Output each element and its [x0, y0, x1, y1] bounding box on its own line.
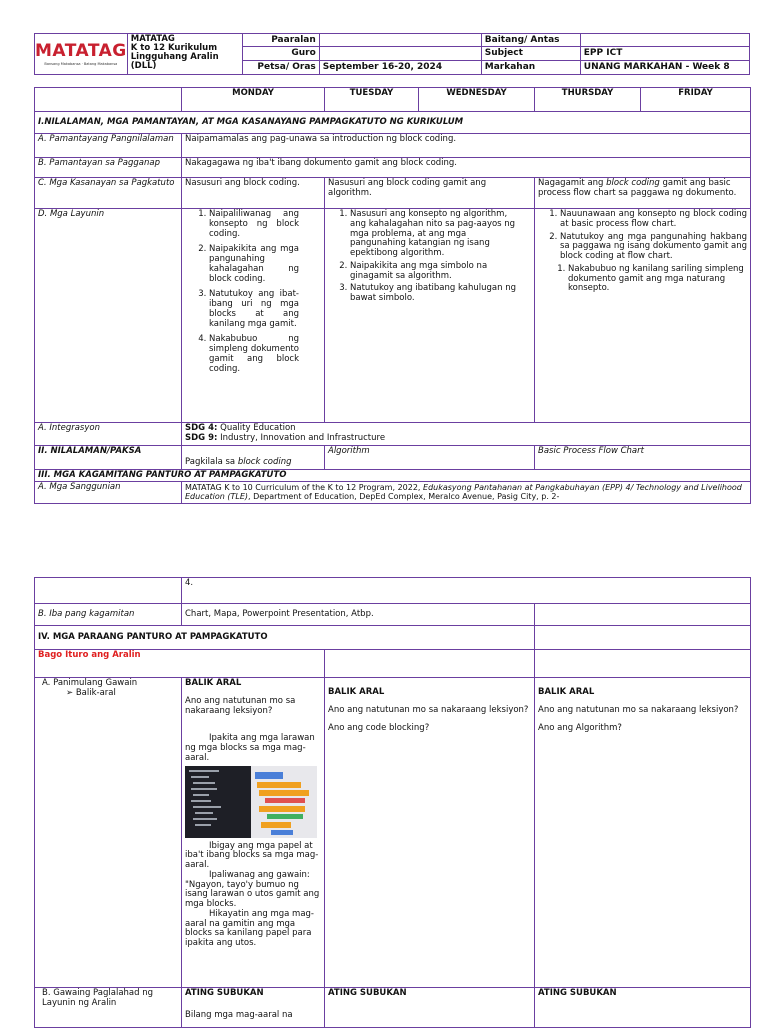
- list-item: 2. Naipakikita ang mga simbolo na ginagamit sa algorithm.: [350, 262, 523, 282]
- day-wednesday: WEDNESDAY: [419, 88, 535, 112]
- paglalahad-label: B. Gawaing Paglalahad ng Layunin ng Aralin: [35, 988, 182, 1028]
- block-coding-image: [185, 766, 317, 838]
- petsa-label: Petsa/ Oras: [242, 60, 319, 74]
- list-item: 2. Natutukoy ang mga pangunahing hakbang sa paggawa ng isang dokumento gamit ang block coding at flow chart.: [560, 233, 747, 262]
- paksa-tuesday: Algorithm: [325, 445, 535, 469]
- markahan-label: Markahan: [481, 60, 580, 74]
- bago-ituro-heading: Bago Ituro ang Aralin: [35, 650, 325, 678]
- header-table: [34, 33, 750, 75]
- sanggunian-continued: 4.: [182, 578, 751, 604]
- guro-value: [319, 47, 481, 60]
- layunin-monday: [182, 209, 325, 423]
- sanggunian-text: MATATAG K to 10 Curriculum of the K to 12 Program, 2022, Edukasyong Pantahanan at Pangkabuhayan (EPP) 4/ Technology and Livelihood Education (TLE), Department of Education, DepEd Complex, Meralco Avenue, Pasig City, p. 2-: [182, 482, 751, 504]
- day-monday: MONDAY: [182, 88, 325, 112]
- section-3-title: III. MGA KAGAMITANG PANTURO AT PAMPAGKATUTO: [35, 469, 751, 482]
- list-item: 3. Natutukoy ang ibat-ibang uri ng mga blocks at ang kanilang mga gamit.: [209, 290, 299, 329]
- pamantayang-label: A. Pamantayang Pangnilalaman: [35, 134, 182, 158]
- subject-label: Subject: [481, 47, 580, 60]
- dll-main-table: [34, 87, 751, 504]
- list-item: 3. Natutukoy ang ibatibang kahulugan ng bawat simbolo.: [350, 284, 523, 304]
- kasanayan-monday: Nasusuri ang block coding.: [182, 178, 325, 209]
- baitang-value: [580, 34, 749, 47]
- kasanayan-tuesday: Nasusuri ang block coding gamit ang algorithm.: [325, 178, 535, 209]
- program-cell: MATATAG K to 12 Kurikulum Lingguhang Aralin (DLL): [127, 34, 242, 75]
- layunin-label: D. Mga Layunin: [35, 209, 182, 423]
- panimulang-monday: BALIK ARAL Ano ang natutunan mo sa nakaraang leksiyon? Ipakita ang mga larawan ng mga blocks sa mga mag-aaral. Ibigay ang mga papel at iba't ibang blocks sa mga mag- aaral. Ipaliwanag ang gawain: "Ngayon, tayo'y bumuo ng isang larawan o utos gamit ang mga blocks. Hikayatin ang mga mag-aaral na gamitin ang mga blocks sa kanilang papel para ipakita ang utos.: [182, 678, 325, 988]
- list-item: 2. Naipakikita ang mga pangunahing kahalagahan ng block coding.: [209, 245, 299, 284]
- matatag-logo: MATATAG: [35, 41, 127, 62]
- paksa-thursday: Basic Process Flow Chart: [535, 445, 751, 469]
- petsa-value: September 16-20, 2024: [319, 60, 481, 74]
- list-item: 4. Nakabubuo ng simpleng dokumento gamit ang block coding.: [209, 335, 299, 374]
- layunin-tuesday: [325, 209, 535, 423]
- pagganap-label: B. Pamantayan sa Pagganap: [35, 158, 182, 178]
- paglalahad-tuesday: ATING SUBUKAN: [325, 988, 535, 1028]
- paglalahad-thursday: ATING SUBUKAN: [535, 988, 751, 1028]
- paglalahad-monday: ATING SUBUKAN Bilang mga mag-aaral na: [182, 988, 325, 1028]
- layunin-thursday: [535, 209, 751, 423]
- sanggunian-label: A. Mga Sanggunian: [35, 482, 182, 504]
- section-4-title: IV. MGA PARAANG PANTURO AT PAMPAGKATUTO: [35, 626, 535, 650]
- panimulang-label: A. Panimulang Gawain: [42, 678, 138, 688]
- day-tuesday: TUESDAY: [325, 88, 419, 112]
- guro-label: Guro: [242, 47, 319, 60]
- list-item: 1. Nasusuri ang konsepto ng algorithm, ang kahalagahan nito sa pag-aayos ng mga problema, at ang mga pangunahing katangian ng isang epektibong algorithm.: [350, 210, 523, 259]
- kagamitan-text: Chart, Mapa, Powerpoint Presentation, Atbp.: [182, 604, 535, 626]
- integrasyon-text: SDG 4: Quality Education SDG 9: Industry, Innovation and Infrastructure: [182, 423, 751, 446]
- kagamitan-label: B. Iba pang kagamitan: [35, 604, 182, 626]
- list-item: 1. Nakabubuo ng kanilang sariling simpleng dokumento gamit ang mga naturang konsepto.: [568, 265, 747, 294]
- list-item: 1. Nauunawaan ang konsepto ng block coding at basic process flow chart.: [560, 210, 747, 230]
- integrasyon-label: A. Integrasyon: [35, 423, 182, 446]
- paaralan-label: Paaralan: [242, 34, 319, 47]
- dll-page2-table: [34, 577, 751, 1028]
- baitang-label: Baitang/ Antas: [481, 34, 580, 47]
- markahan-value: UNANG MARKAHAN - Week 8: [580, 60, 749, 74]
- panimulang-tuesday: BALIK ARAL Ano ang natutunan mo sa nakaraang leksiyon? Ano ang code blocking?: [325, 678, 535, 988]
- day-thursday: THURSDAY: [535, 88, 641, 112]
- pamantayang-text: Naipamamalas ang pag-unawa sa introduction ng block coding.: [182, 134, 751, 158]
- section-1-title: I.NILALAMAN, MGA PAMANTAYAN, AT MGA KASANAYANG PAMPAGKATUTO NG KURIKULUM: [35, 112, 751, 134]
- kasanayan-label: C. Mga Kasanayan sa Pagkatuto: [35, 178, 182, 209]
- day-friday: FRIDAY: [641, 88, 751, 112]
- panimulang-label-cell: [35, 678, 182, 988]
- subject-value: EPP ICT: [580, 47, 749, 60]
- kasanayan-thursday: Nagagamit ang block coding gamit ang basic process flow chart sa paggawa ng dokumento.: [535, 178, 751, 209]
- pagganap-text: Nakagagawa ng iba't ibang dokumento gamit ang block coding.: [182, 158, 751, 178]
- logo-cell: [35, 34, 128, 75]
- list-item: 1. Naipaliliwanag ang konsepto ng block coding.: [209, 210, 299, 239]
- section-2-title: II. NILALAMAN/PAKSA: [35, 445, 182, 469]
- panimulang-thursday: BALIK ARAL Ano ang natutunan mo sa nakaraang leksiyon? Ano ang Algorithm?: [535, 678, 751, 988]
- paaralan-value: [319, 34, 481, 47]
- logo-tagline: Bansang Makabansa · Batang Makabansa: [44, 61, 118, 66]
- paksa-monday: Pagkilala sa block coding: [182, 445, 325, 469]
- balik-aral-sub: ➢ Balik-aral: [66, 687, 116, 698]
